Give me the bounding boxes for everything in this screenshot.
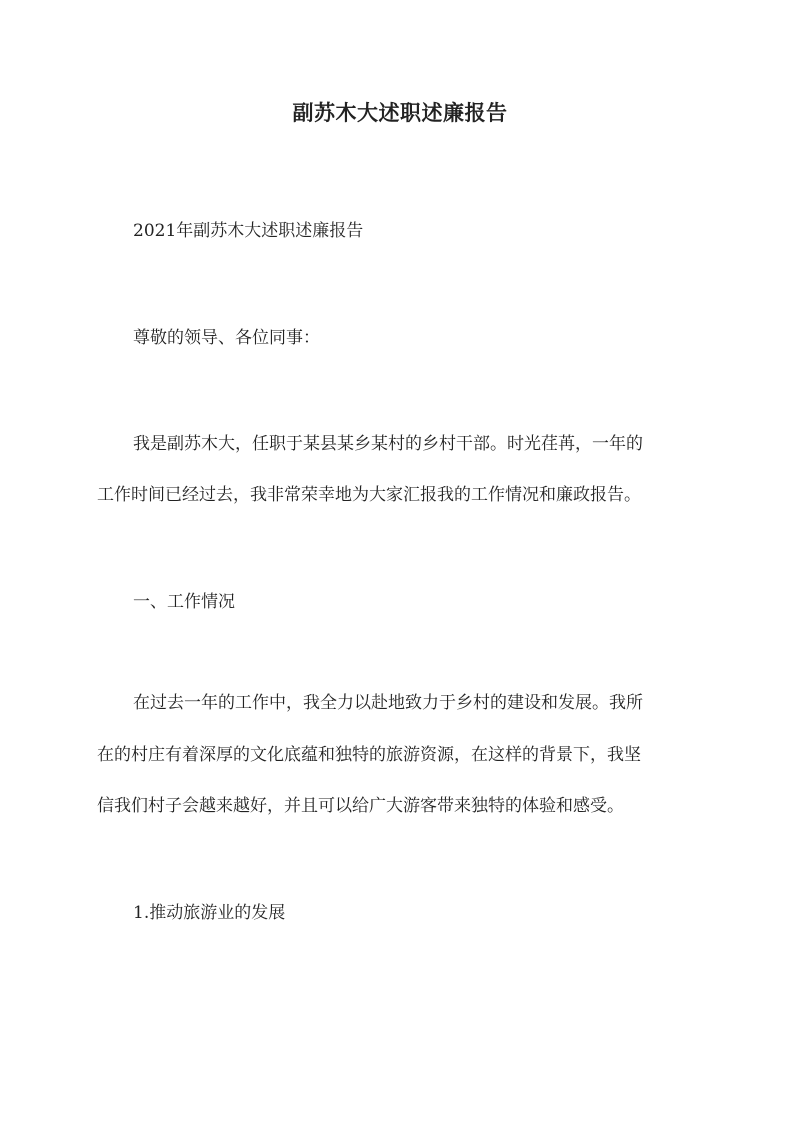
document-subtitle: 2021年副苏木大述职述廉报告 <box>133 221 364 241</box>
paragraph-2-line-1: 在过去一年的工作中，我全力以赴地致力于乡村的建设和发展。我所 <box>133 693 643 713</box>
paragraph-2-line-2: 在的村庄有着深厚的文化底蕴和独特的旅游资源，在这样的背景下，我坚 <box>97 745 641 765</box>
document-title: 副苏木大述职述廉报告 <box>292 100 508 125</box>
subsection-heading-tourism: 1.推动旅游业的发展 <box>133 903 286 923</box>
section-heading-work-status: 一、工作情况 <box>133 592 235 612</box>
paragraph-1-line-2: 工作时间已经过去，我非常荣幸地为大家汇报我的工作情况和廉政报告。 <box>97 485 641 505</box>
paragraph-1-line-1: 我是副苏木大，任职于某县某乡某村的乡村干部。时光荏苒，一年的 <box>133 434 643 454</box>
salutation: 尊敬的领导、各位同事： <box>133 328 320 348</box>
paragraph-2-line-3: 信我们村子会越来越好，并且可以给广大游客带来独特的体验和感受。 <box>97 796 624 816</box>
